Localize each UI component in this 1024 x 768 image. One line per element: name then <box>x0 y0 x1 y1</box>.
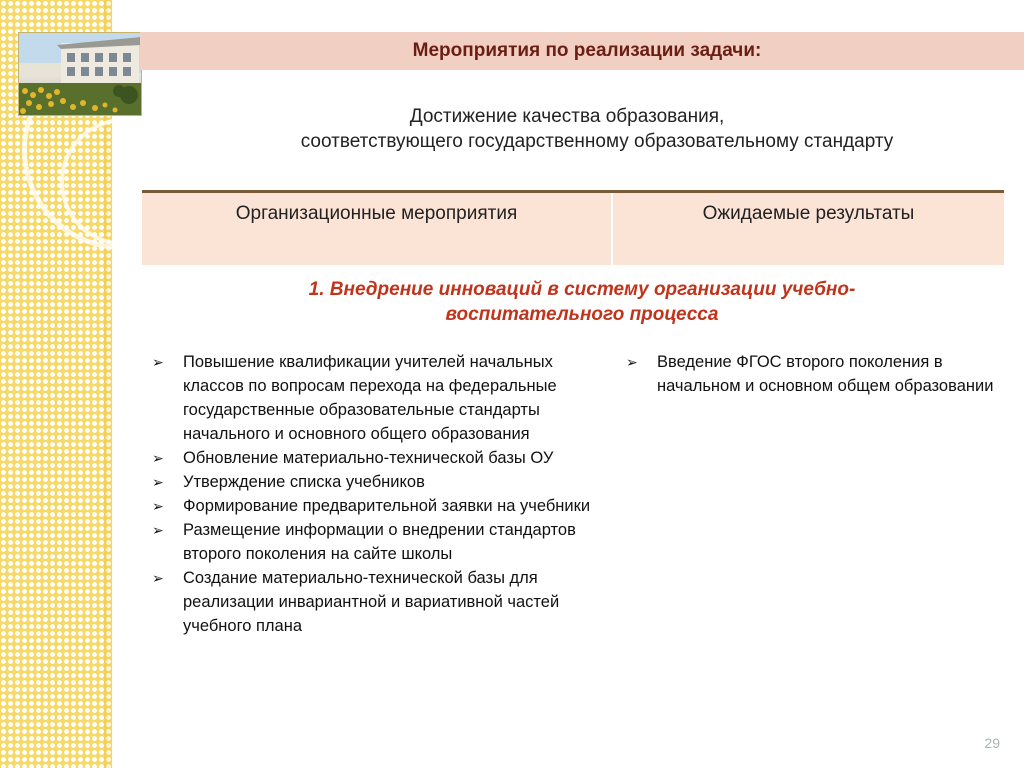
subtitle-line-2: соответствующего государственному образовательному стандарту <box>300 131 894 152</box>
results-column <box>626 350 1006 398</box>
section-heading-line-1: 1. Внедрение инноваций в систему организации учебно- <box>308 279 856 300</box>
list-item <box>152 350 612 446</box>
arrow-bullet-icon: ➢ <box>152 474 164 490</box>
arrow-bullet-icon: ➢ <box>152 354 164 370</box>
list-item <box>152 470 612 494</box>
measures-column <box>152 350 612 638</box>
table-header-measures: Организационные мероприятия <box>142 193 613 265</box>
list-item <box>152 566 612 638</box>
list-item-text: Формирование предварительной заявки на учебники <box>183 497 591 515</box>
header-band <box>140 32 1024 70</box>
subtitle-line-1: Достижение качества образования, <box>409 106 725 127</box>
slide-subtitle <box>140 104 1024 154</box>
section-heading-line-2: воспитательного процесса <box>445 304 719 325</box>
arrow-bullet-icon: ➢ <box>152 570 164 586</box>
arrow-bullet-icon: ➢ <box>152 498 164 514</box>
section-heading <box>140 277 1024 327</box>
list-item-text: Размещение информации о внедрении стандартов второго поколения на сайте школы <box>183 521 576 563</box>
list-item <box>152 518 612 566</box>
list-item-text: Повышение квалификации учителей начальных классов по вопросам перехода на федеральные государственные образовательные стандарты начального и основного общего образования <box>183 353 557 443</box>
list-item <box>152 494 612 518</box>
arrow-bullet-icon: ➢ <box>152 450 164 466</box>
list-item-text: Обновление материально-технической базы ОУ <box>183 449 554 467</box>
page-number: 29 <box>984 735 1000 751</box>
list-item-text: Утверждение списка учебников <box>183 473 425 491</box>
table-header-results: Ожидаемые результаты <box>613 193 1004 265</box>
list-item-text: Введение ФГОС второго поколения в начальном и основном общем образовании <box>657 353 994 395</box>
list-item <box>152 446 612 470</box>
arrow-bullet-icon: ➢ <box>152 522 164 538</box>
arrow-bullet-icon: ➢ <box>626 354 638 370</box>
results-list <box>626 350 1006 398</box>
list-item <box>626 350 1006 398</box>
slide-title: Мероприятия по реализации задачи: <box>412 40 762 61</box>
measures-list <box>152 350 612 638</box>
table-header <box>142 190 1004 268</box>
list-item-text: Создание материально-технической базы для реализации инвариантной и вариативной частей учебного плана <box>183 569 560 635</box>
